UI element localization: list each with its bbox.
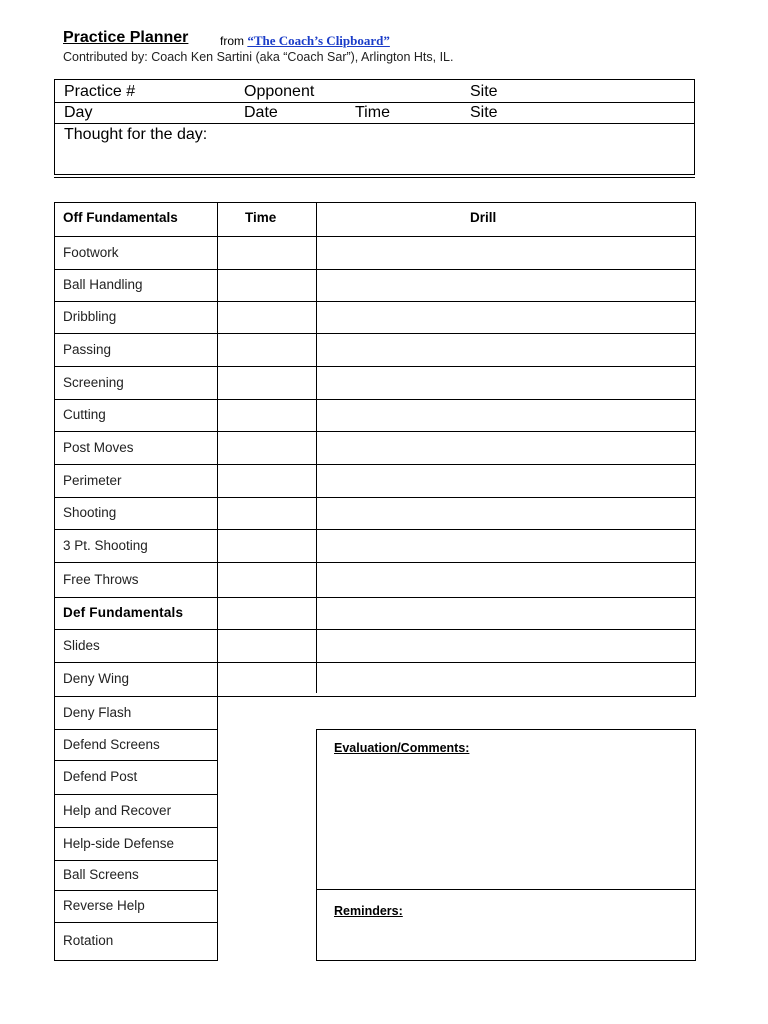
table-row-label: Deny Wing <box>63 671 130 686</box>
time-field[interactable]: Time <box>355 104 390 121</box>
table-row-line <box>54 301 696 302</box>
table-row-line <box>54 399 696 400</box>
column-header-drill: Drill <box>470 210 497 225</box>
practice-info-box <box>54 79 695 175</box>
table-row-line <box>54 860 218 861</box>
table-row-label: Rotation <box>63 933 114 948</box>
table-row-label: Reverse Help <box>63 898 145 913</box>
table-row-line <box>54 662 696 663</box>
table-row-line <box>54 333 696 334</box>
table-row-label: Shooting <box>63 505 117 520</box>
date-field[interactable]: Date <box>244 104 278 121</box>
table-row-line <box>54 827 218 828</box>
table-row-line <box>54 890 218 891</box>
table-row-line <box>54 760 218 761</box>
table-row-label: Cutting <box>63 407 106 422</box>
table-row-label: Passing <box>63 341 112 357</box>
table-row-line <box>54 497 696 498</box>
table-row-label: Post Moves <box>63 439 134 455</box>
table-row-label: Free Throws <box>63 571 139 587</box>
table-row-label: Help and Recover <box>63 802 172 818</box>
table-row-label: Deny Flash <box>63 704 132 720</box>
thought-field[interactable]: Thought for the day: <box>64 126 208 143</box>
table-row-label: Ball Screens <box>63 867 139 882</box>
table-col-line <box>695 202 696 696</box>
table-col-line <box>54 202 55 960</box>
table-col-line <box>316 202 317 693</box>
reminders-label: Reminders: <box>334 904 403 918</box>
table-row-line <box>54 202 696 203</box>
table-row-line <box>54 794 218 795</box>
double-rule <box>54 177 695 178</box>
contributor-line: Contributed by: Coach Ken Sartini (aka “Coach Sar”), Arlington Hts, IL. <box>63 50 454 64</box>
divider <box>55 123 694 124</box>
table-row-line <box>54 729 218 730</box>
table-row-label: Perimeter <box>63 472 122 488</box>
table-row-line <box>54 431 696 432</box>
table-row-line <box>54 960 218 961</box>
table-row-label: Footwork <box>63 244 119 260</box>
table-row-label: Help-side Defense <box>63 835 175 851</box>
table-row-line <box>54 464 696 465</box>
column-header-time: Time <box>245 210 277 225</box>
table-row-label: Ball Handling <box>63 277 143 292</box>
table-row-label: 3 Pt. Shooting <box>63 537 148 553</box>
table-row-label: Slides <box>63 637 100 653</box>
from-prefix: from <box>220 34 244 48</box>
page-title: Practice Planner <box>63 29 189 46</box>
table-row-label: Screening <box>63 374 124 390</box>
table-row-label: Defend Post <box>63 769 138 784</box>
day-field[interactable]: Day <box>64 104 93 121</box>
practice-number-field[interactable]: Practice # <box>64 83 136 100</box>
table-row-line <box>54 269 696 270</box>
table-row-label: Dribbling <box>63 309 117 324</box>
source-line <box>220 33 390 49</box>
table-row-line <box>54 562 696 563</box>
column-header-fundamentals: Off Fundamentals <box>63 210 178 225</box>
opponent-field[interactable]: Opponent <box>244 83 315 100</box>
table-row-line <box>54 236 696 237</box>
divider <box>55 102 694 103</box>
source-link[interactable]: “The Coach’s Clipboard” <box>247 33 390 48</box>
site-field-2[interactable]: Site <box>470 104 498 121</box>
table-row-line <box>54 629 696 630</box>
table-row-line <box>54 922 218 923</box>
site-field[interactable]: Site <box>470 83 498 100</box>
divider <box>316 889 696 890</box>
table-row-line <box>54 529 696 530</box>
table-col-line <box>217 202 218 960</box>
evaluation-box[interactable] <box>316 729 696 961</box>
table-row-label: Def Fundamentals <box>63 605 184 620</box>
table-row-line <box>54 597 696 598</box>
evaluation-comments-label: Evaluation/Comments: <box>334 741 470 755</box>
table-row-line <box>54 696 696 697</box>
table-row-label: Defend Screens <box>63 736 160 752</box>
table-row-line <box>54 366 696 367</box>
